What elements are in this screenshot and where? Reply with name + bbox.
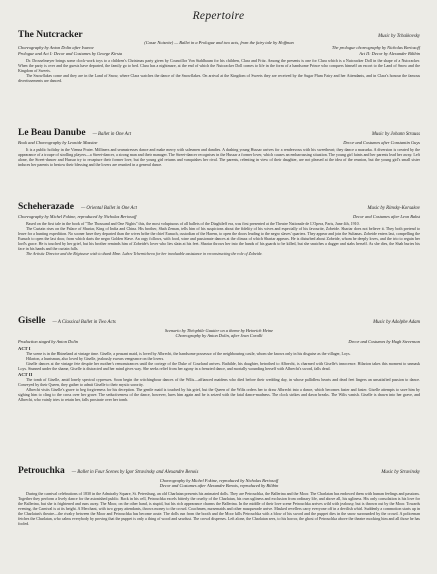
credit-right: Decor and Costumes after Leon Bakst [353, 214, 420, 219]
credit-right: Decor and Costumes after Constantin Guys [343, 140, 420, 145]
page-title: Repertoire [192, 10, 245, 22]
ballet-subtitle: — Ballet in Four Scenes by Igor Stravinsky and Alexandre Benois [71, 470, 199, 475]
credit-right: The prologue choreography by Nicholas Beriosoff [331, 45, 420, 51]
scheherazade-header [18, 196, 420, 214]
paragraph: The scene is in the Rhineland at vintage time. Giselle, a peasant maid, is loved by Albrecht, the handsome possessor of the neighbouring castle, whom she knows only in his disguise as the villager, Loys. [26, 351, 351, 357]
nutcracker-header [18, 30, 420, 40]
synopsis [18, 491, 420, 526]
section-scheherazade [18, 196, 420, 256]
credit-line [18, 214, 420, 219]
act-heading: ACT I [18, 346, 31, 352]
ballet-title: Petrouchka [18, 466, 65, 476]
paragraph: Albrecht visits Giselle's grave to beg forgiveness for his deception. The gentle maid is touched by his grief, but the Queen of the Wilis orders her to draw Albrecht into a dance, which becomes faster and faster. Giselle attempts to save him by sighing him to cling to the cross over her grave. The seductiveness of the dance, however, lures him again and he is seized with the fatal dance-madness. The clock strikes and dawn breaks. The Wilis vanish. Giselle is drawn into her grave, and Albrecht, who vainly tries to retain her, falls prostrate over her tomb. [18, 387, 420, 403]
giselle-header [18, 310, 420, 328]
section-nutcracker [18, 30, 420, 83]
ballet-subtitle: — Ballet in One Act [92, 132, 132, 137]
section-petrouchka [18, 460, 420, 526]
music-credit: Music by Stravinsky [381, 470, 420, 475]
credit-left: Choreography by Anton Dolin after Ivanov [18, 45, 94, 51]
section-giselle [18, 310, 420, 402]
credit-line [18, 140, 420, 145]
ballet-title: Le Beau Danube [18, 128, 86, 138]
ballet-title: The Nutcracker [18, 30, 83, 40]
credit-left: Choreography by Michel Fokine, reproduced by Nicholas Beriosoff [18, 214, 137, 219]
ballet-title: Scheherazade [18, 202, 74, 212]
paragraph: Dr. Drosselmeyer brings some clock-work toys to a children's Christmas party given by Councillor Von Stahlbaum for his children, Clara and Fritz. Among the presents is one for Clara which is a Nutcracker Doll in the shape of a Nutcracker. When the party is over and the guests have departed, the family go to bed. Clara has a nightmare, at the end of which the Nutcracker Doll comes to life in the form of a handsome Prince who conquers himself an escort to the Land of Snow and the Kingdom of Sweets. [18, 58, 420, 74]
credit-right: Act II: Decor by Alexander Bilibin [359, 50, 420, 56]
music-credit: Music by Rimsky-Korsakov [367, 206, 420, 211]
ballet-subtitle: — Oriental Ballet in One Act [80, 206, 137, 211]
synopsis [18, 221, 420, 256]
credit-left: Prologue and Act I: Decor and Costumes by George Kirsta [18, 50, 123, 56]
music-credit: Music by Tchaikovsky [378, 34, 420, 39]
credit-left: Book and Choreography by Leonide Massine [18, 140, 98, 145]
synopsis [18, 147, 420, 167]
acknowledgement-note: The Artistic Director and the Régisseur wish to thank Mme. Lubov Tchernicheva for her invaluable assistance in reconstructing the role of Zobeide. [26, 251, 263, 257]
petrouchka-header [18, 460, 420, 478]
section-beau-danube [18, 122, 420, 167]
paragraph: The Curtain rises on the Palace of Shariar, King of India and China. His brother, Shah Zeman, tells him of his suspicions about the fidelity of his wives and especially of his favourite, Zobeide. Shariar does not believe it. They both pretend to leave for a hunting expedition. No sooner have they departed than the wives bribe the chief Eunuch, custodian of the Harem, to open the doors leading to the negro slaves' quarters. They appear and join the Sultanas. Zobeide enters last, compelling the Eunuch to open the last door, from which darts the negro Golden Slave. An orgy follows, with food, wine and passionate dances at the climax of which Shariar appears. He is disturbed about Zobeide, whom he deeply loves, and the trio to regain her lord's grace. He is touched by her grief, but his brother reminds him of Zobeide's lover who lies slain at his feet. Shariar throws her into the hands of his guards to be killed, but she snatches a dagger and stabs herself. As she dies, the Shah buries his face in his hands and the curtain falls. [18, 226, 420, 252]
beau-danube-header [18, 122, 420, 140]
music-credit: Music by Johann Strauss [371, 132, 420, 137]
synopsis [18, 58, 420, 83]
synopsis [18, 346, 420, 402]
paragraph: The tomb of Giselle, amid lonely spectral cypresses. Soon begin the witchingbour dances of the Wilis—affianced maidens who died before their wedding day, in whose pallidless hearts and dead feet lingers an unsatisfied passion to dance. Conveyed by their Queen, they gather to admit Giselle to their mystic sorority. [18, 377, 420, 388]
paragraph: Based on the first tale in the book of "The Thousand and One Nights" this, the most voluptuous of all ballets of the Diaghileff era, was first presented at the Theatre Nationale de L'Opera, Paris, June 4th, 1910. [26, 221, 360, 227]
credit-line [18, 339, 420, 344]
paragraph: It is a public holiday in the Vienna Prater. Milliners and seamstresses dance and make merry with salesmen and dandies. A dashing young Hussar arrives for a rendezvous with his sweetheart; they dance a mazurka. A diversion is created by the appearance of a troupe of strolling players—a Street-dancer, a strong man and their manager. The Street-dancer recognises in the Hussar a former lover, which causes an embarrassing situation. The young girl faints and her parents lead her away. Left alone, the Street-dancer and Hussar try to recapture their former love, but the young girl returns and vanquishes her rival. The parents, relenting in view of their daughter, are not pleased at the idea of the reunion, but the young girl's small sister induces her parents to bestow their blessing and the lovers are reunited in a general dance. [18, 147, 420, 168]
credit-line [18, 51, 420, 56]
paragraph: The Snowflakes come and they are in the Land of Snow, where Clara watches the dance of the Snowflakes. On arrival at the Kingdom of Sweets they are received by the Sugar Plum Fairy and her Attendants, and in Clara's honour the famous divertissements are danced. [18, 73, 420, 84]
ballet-title: Giselle [18, 316, 46, 326]
credit-line: Choreography by Anton Dolin, after Jean Coralli [175, 333, 263, 339]
paragraph: During the carnival celebrations of 1830 in the Admiralty Square, St. Petersburg, an old Charlatan presents his animated dolls. They are Petrouchka, the Ballerina and the Moor. The Charlatan has endowed them with human feelings and passions. Together they perform a lively dance for the astonished public. Back in his cell, Petrouchka excels bitterly the cruelty of the Charlatan, his own ugliness and exclusion from ordinary life, and above all, his ugliness. His only consolation is his love for the Ballerina, but she is frightened and runs away. The Moor, on the other hand, is stupid, but his rich appearance charms the Ballerina. In the middle of their love scene Petrouchka arrives wild with jealousy, but is thrown out by the Moor. Towards evening, the Carnival is at its height. A Merchant, with two gypsy attendants, throws money to the crowd. Coachmen, nursemaids and other masquerade arrive. Masked revellers carry everyone off in a devilish whirl. Suddenly a commotion starts up in the Charlatan's theatre—the rivalry between the Moor and Petrouchka has become acute. The dolls run from the booth and the Moor kills Petrouchka with a blow of his sword and the puppet dies in the snow surrounded by the crowd. A policeman fetches the Charlatan, who calms everybody by proving that the puppet is only a thing of wood and sawdust. The crowd disperses. Left alone, the Charlatan sees, to his horror, the ghost of Petrouchka above the theatre mocking him and all those he has fooled. [18, 490, 420, 526]
credit-left: Production staged by Anton Dolin [18, 338, 78, 344]
ballet-subtitle: — A Classical Ballet in Two Acts [52, 320, 116, 325]
credit-right: Decor and Costumes by Hugh Stevenson [348, 338, 420, 344]
credit-line: Scenario by Théophile Gautier on a theme by Heinrich Heine [164, 328, 274, 333]
music-credit: Music by Adolphe Adam [373, 320, 420, 325]
credit-line: Choreography by Michel Fokine, reproduced by Nicholas Beriosoff [159, 478, 279, 483]
paragraph: Giselle dances at the vintage fete despite her mother's remonstrances until the cortege of the Duke of Courland arrives. Bathilde, his daughter, betrothed to Albrecht, is charmed with Giselle's innocence. Hilarion takes this moment to unmask Loys. Stunned under the shame, Giselle is distracted and her mind gives way. She seeks relief from her agony in a frenzied dance, and mortally wounding herself with Albrecht's sword, falls dead. [18, 361, 420, 372]
credit-line: (Casse Noisette) — Ballet in a Prologue and two acts, from the fairy tale by Hoffman [144, 40, 294, 45]
credit-line: Decor and Costumes after Alexandre Benois, reproduced by Bilibin [159, 483, 279, 489]
paragraph: Hilarion, a huntsman, also loved by Giselle, jealously swears vengeance on the lovers. [26, 356, 165, 362]
act-heading: ACT II [18, 372, 33, 378]
